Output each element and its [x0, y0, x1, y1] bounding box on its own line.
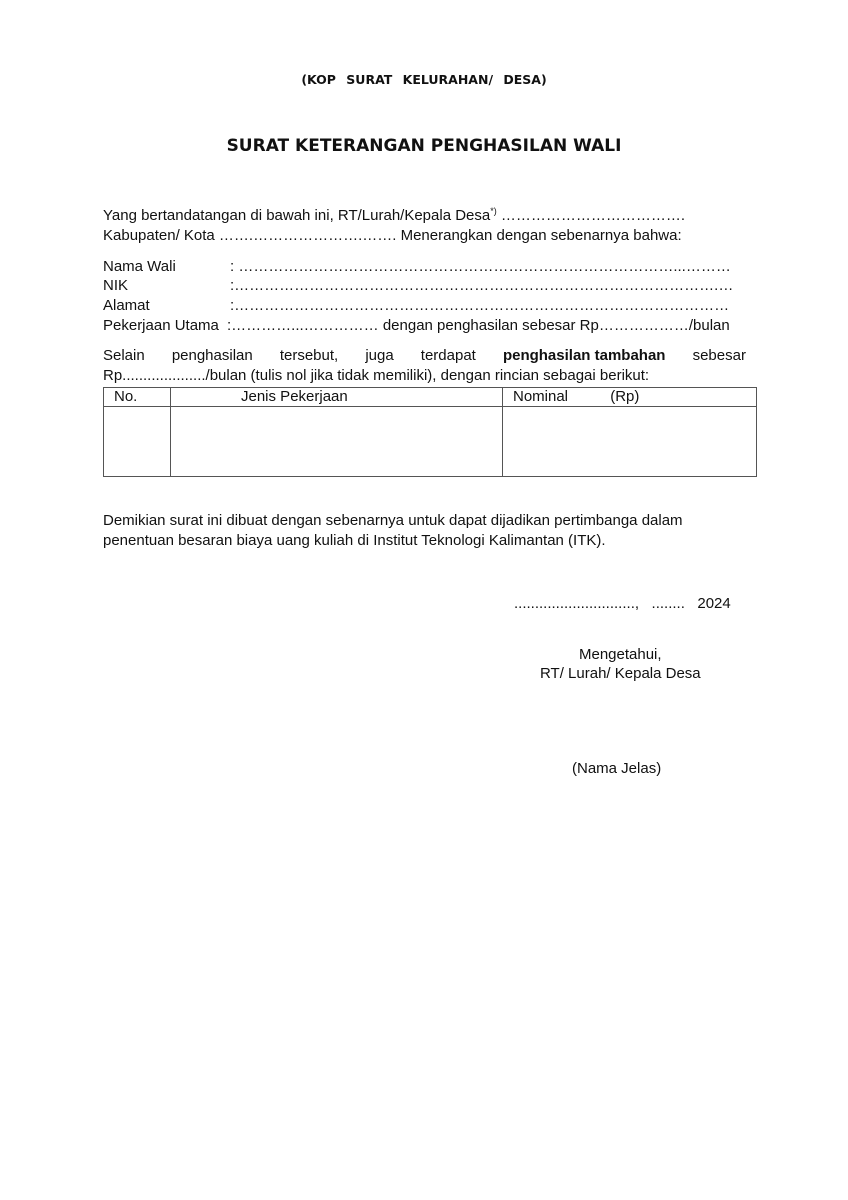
additional-income-line-1 — [103, 347, 746, 364]
field-value-nama-wali: : ……………………………………………………………………………...……… — [230, 258, 731, 275]
signature-role: RT/ Lurah/ Kepala Desa — [540, 665, 701, 682]
field-label-pekerjaan: Pekerjaan Utama — [103, 317, 219, 334]
table-header-jenis: Jenis Pekerjaan — [171, 388, 503, 407]
table-header-no: No. — [104, 388, 171, 407]
intro-line-2: Kabupaten/ Kota …….………………….……. Menerangkan dengan sebenarnya bahwa: — [103, 227, 682, 244]
field-value-pekerjaan: :…………...…………… dengan penghasilan sebesar Rp………………/bulan — [227, 317, 730, 334]
field-value-alamat: :……………………………………………………………………………………… — [230, 297, 730, 314]
table-header-nominal — [503, 388, 757, 407]
signature-acknowledged: Mengetahui, — [579, 646, 662, 663]
word: sebesar — [692, 347, 746, 364]
signature-name-placeholder: (Nama Jelas) — [572, 760, 662, 777]
document-title: SURAT KETERANGAN PENGHASILAN WALI — [226, 136, 622, 156]
currency-label: (Rp) — [610, 388, 640, 405]
nominal-label: Nominal — [513, 388, 569, 405]
footnote-marker: *) — [490, 206, 497, 216]
field-label-nama-wali: Nama Wali — [103, 258, 176, 275]
word: Selain — [103, 347, 145, 364]
additional-income-line-2: Rp..................../bulan (tulis nol jika tidak memiliki), dengan rincian sebagai berikut: — [103, 367, 650, 384]
word: juga — [365, 347, 394, 364]
table-header-row — [104, 388, 757, 407]
word-bold: penghasilan tambahan — [502, 347, 666, 364]
table-cell-nominal — [503, 407, 757, 477]
closing-line-2: penentuan besaran biaya uang kuliah di Institut Teknologi Kalimantan (ITK). — [103, 532, 606, 549]
intro-text: Yang bertandatangan di bawah ini, RT/Lurah/Kepala Desa — [103, 207, 491, 224]
table-cell-jenis — [171, 407, 503, 477]
field-value-nik: :…………………………………………………………………………………….… — [230, 277, 734, 294]
place-date: ............................., ........ 2024 — [514, 595, 731, 612]
letterhead-placeholder: (KOP SURAT KELURAHAN/ DESA) — [301, 72, 547, 87]
word: penghasilan — [171, 347, 253, 364]
intro-dots: ………………………………. — [500, 207, 686, 224]
income-detail-table — [103, 387, 757, 477]
closing-line-1: Demikian surat ini dibuat dengan sebenarnya untuk dapat dijadikan pertimbanga dalam — [103, 512, 683, 529]
field-label-alamat: Alamat — [103, 297, 150, 314]
table-cell-no — [104, 407, 171, 477]
table-row — [104, 407, 757, 477]
intro-line-1 — [103, 206, 685, 224]
field-label-nik: NIK — [103, 277, 129, 294]
word: terdapat — [420, 347, 476, 364]
word: tersebut, — [279, 347, 339, 364]
